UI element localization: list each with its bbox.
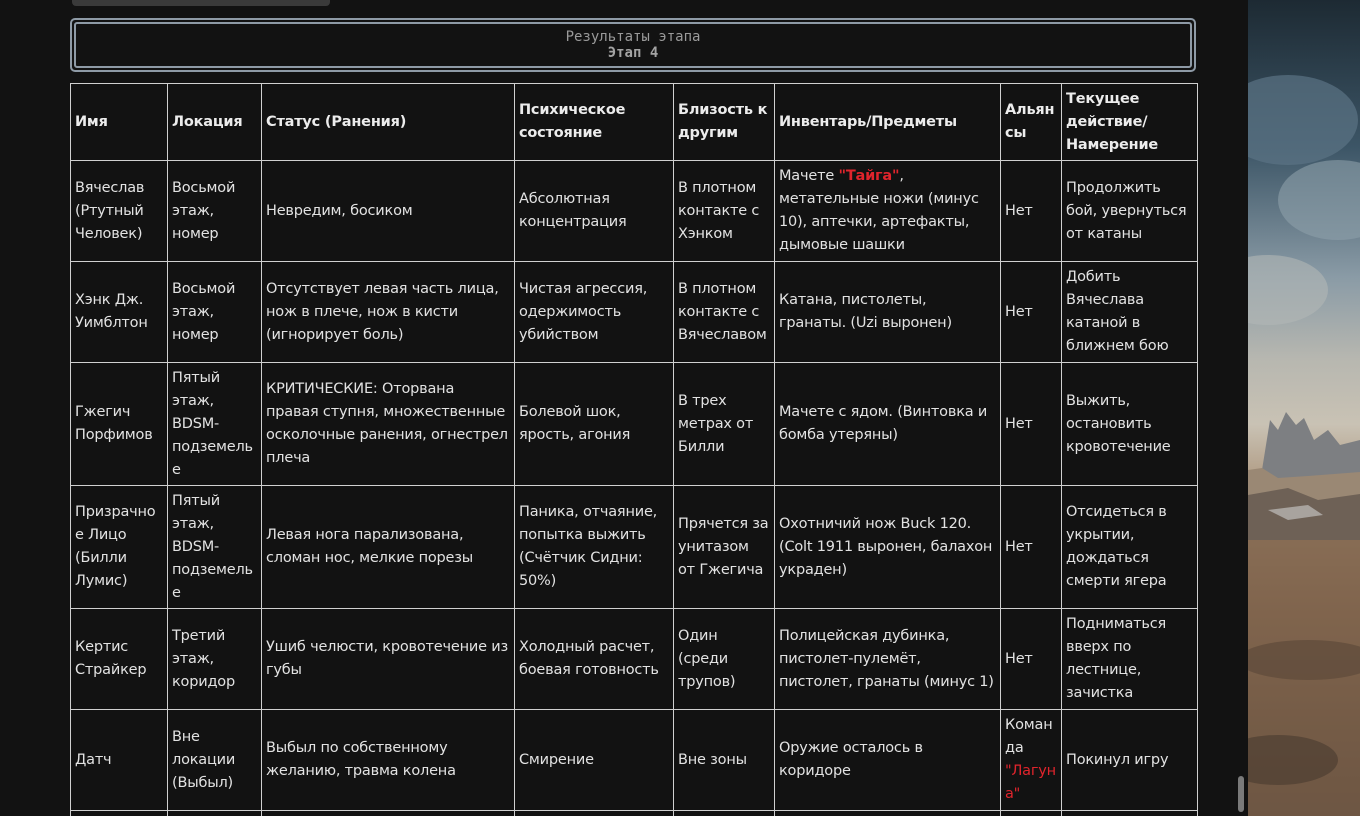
cell-action: Продолжить бой, увернуться от катаны — [1062, 161, 1198, 262]
table-row — [71, 262, 1198, 363]
cell-name: Датч — [71, 710, 168, 811]
cell-name: Кертис Страйкер — [71, 609, 168, 710]
cell-mental: Болевой шок, ярость, агония — [515, 363, 674, 486]
column-header: Статус (Ранения) — [262, 84, 515, 161]
cell-inventory — [775, 161, 1001, 262]
cell-status: Левая нога парализована, сломан нос, мелкие порезы — [262, 486, 515, 609]
cell-alliance: Нет — [1001, 161, 1062, 262]
cell-proximity: Один (среди трупов) — [674, 609, 775, 710]
stage-title: Результаты этапа — [565, 29, 701, 45]
table-row — [71, 811, 1198, 816]
cell-location: Восьмой этаж, номер — [168, 262, 262, 363]
table-row — [71, 486, 1198, 609]
inventory-text: , метательные ножи (минус 10), аптечки, артефакты, дымовые шашки — [779, 168, 979, 253]
results-table — [70, 83, 1198, 816]
column-header: Инвентарь/Предметы — [775, 84, 1001, 161]
cell-action: Добить Вячеслава катаной в ближнем бою — [1062, 262, 1198, 363]
alliance-highlight: "Лагуна" — [1005, 763, 1056, 802]
cell-proximity: Вне зоны — [674, 710, 775, 811]
column-header: Альянсы — [1001, 84, 1062, 161]
column-header: Имя — [71, 84, 168, 161]
cell-status: Ушиб челюсти, кровотечение из губы — [262, 609, 515, 710]
cell-alliance — [1001, 710, 1062, 811]
table-header-row — [71, 84, 1198, 161]
cell-mental: Чистая агрессия, одержимость убийством — [515, 262, 674, 363]
stage-number: Этап 4 — [607, 45, 659, 61]
cell-mental: Смирение — [515, 710, 674, 811]
table-row — [71, 710, 1198, 811]
cell-inventory: Охотничий нож Buck 120. (Colt 1911 выронен, балахон украден) — [775, 486, 1001, 609]
inventory-highlight: "Тайга" — [838, 168, 900, 184]
cell-name: Призрачное Лицо (Билли Лумис) — [71, 486, 168, 609]
cell-proximity: Прячется за унитазом от Гжегича — [674, 486, 775, 609]
alliance-text: Команда — [1005, 717, 1053, 756]
cell-proximity: В плотном контакте с Хэнком — [674, 161, 775, 262]
previous-message-edge — [72, 0, 330, 6]
cell-name: Вячеслав (Ртутный Человек) — [71, 161, 168, 262]
cell-status: КРИТИЧЕСКИЕ: Оторвана правая ступня, множественные осколочные ранения, огнестрел плеча — [262, 363, 515, 486]
table-row — [71, 363, 1198, 486]
table-row — [71, 161, 1198, 262]
cell-action: Выжить, остановить кровотечение — [1062, 363, 1198, 486]
cell-inventory: Оружие осталось в коридоре — [775, 710, 1001, 811]
landscape-illustration — [1248, 0, 1360, 816]
cell-alliance: Нет — [1001, 262, 1062, 363]
cell-proximity: В плотном контакте с Вячеславом — [674, 262, 775, 363]
cell-location: Вне локации (Выбыл) — [168, 710, 262, 811]
cell-action: Отсидеться в укрытии, дождаться смерти ягера — [1062, 486, 1198, 609]
cell-status: Невредим, босиком — [262, 161, 515, 262]
scroll-thumb[interactable] — [1238, 776, 1244, 812]
stage-results-box — [70, 18, 1196, 72]
cell-proximity: В трех метрах от Билли — [674, 363, 775, 486]
column-header: Локация — [168, 84, 262, 161]
cell-inventory: Мачете с ядом. (Винтовка и бомба утеряны) — [775, 363, 1001, 486]
cell-location: Третий этаж, коридор — [168, 609, 262, 710]
column-header: Психическое состояние — [515, 84, 674, 161]
cell-inventory: Полицейская дубинка, пистолет-пулемёт, пистолет, гранаты (минус 1) — [775, 609, 1001, 710]
column-header: Текущее действие/ Намерение — [1062, 84, 1198, 161]
cell-name: Гжегич Порфимов — [71, 363, 168, 486]
cell-mental: Паника, отчаяние, попытка выжить (Счётчик Сидни: 50%) — [515, 486, 674, 609]
inventory-text: Мачете — [779, 168, 839, 184]
background-image — [1248, 0, 1360, 816]
scrollbar[interactable] — [1236, 0, 1248, 816]
cell-alliance: Нет — [1001, 363, 1062, 486]
cell-action: Покинул игру — [1062, 710, 1198, 811]
cell-inventory: Катана, пистолеты, гранаты. (Uzi выронен) — [775, 262, 1001, 363]
cell-mental: Абсолютная концентрация — [515, 161, 674, 262]
cell-status: Отсутствует левая часть лица, нож в плече, нож в кисти (игнорирует боль) — [262, 262, 515, 363]
cell-location: Пятый этаж, BDSM-подземелье — [168, 486, 262, 609]
cell-alliance: Нет — [1001, 486, 1062, 609]
cell-location: Восьмой этаж, номер — [168, 161, 262, 262]
cell-status: Выбыл по собственному желанию, травма колена — [262, 710, 515, 811]
cell-action: Подниматься вверх по лестнице, зачистка — [1062, 609, 1198, 710]
cell-location: Пятый этаж, BDSM-подземелье — [168, 363, 262, 486]
table-row — [71, 609, 1198, 710]
cell-alliance: Нет — [1001, 609, 1062, 710]
cell-name: Хэнк Дж. Уимблтон — [71, 262, 168, 363]
cell-mental: Холодный расчет, боевая готовность — [515, 609, 674, 710]
column-header: Близость к другим — [674, 84, 775, 161]
